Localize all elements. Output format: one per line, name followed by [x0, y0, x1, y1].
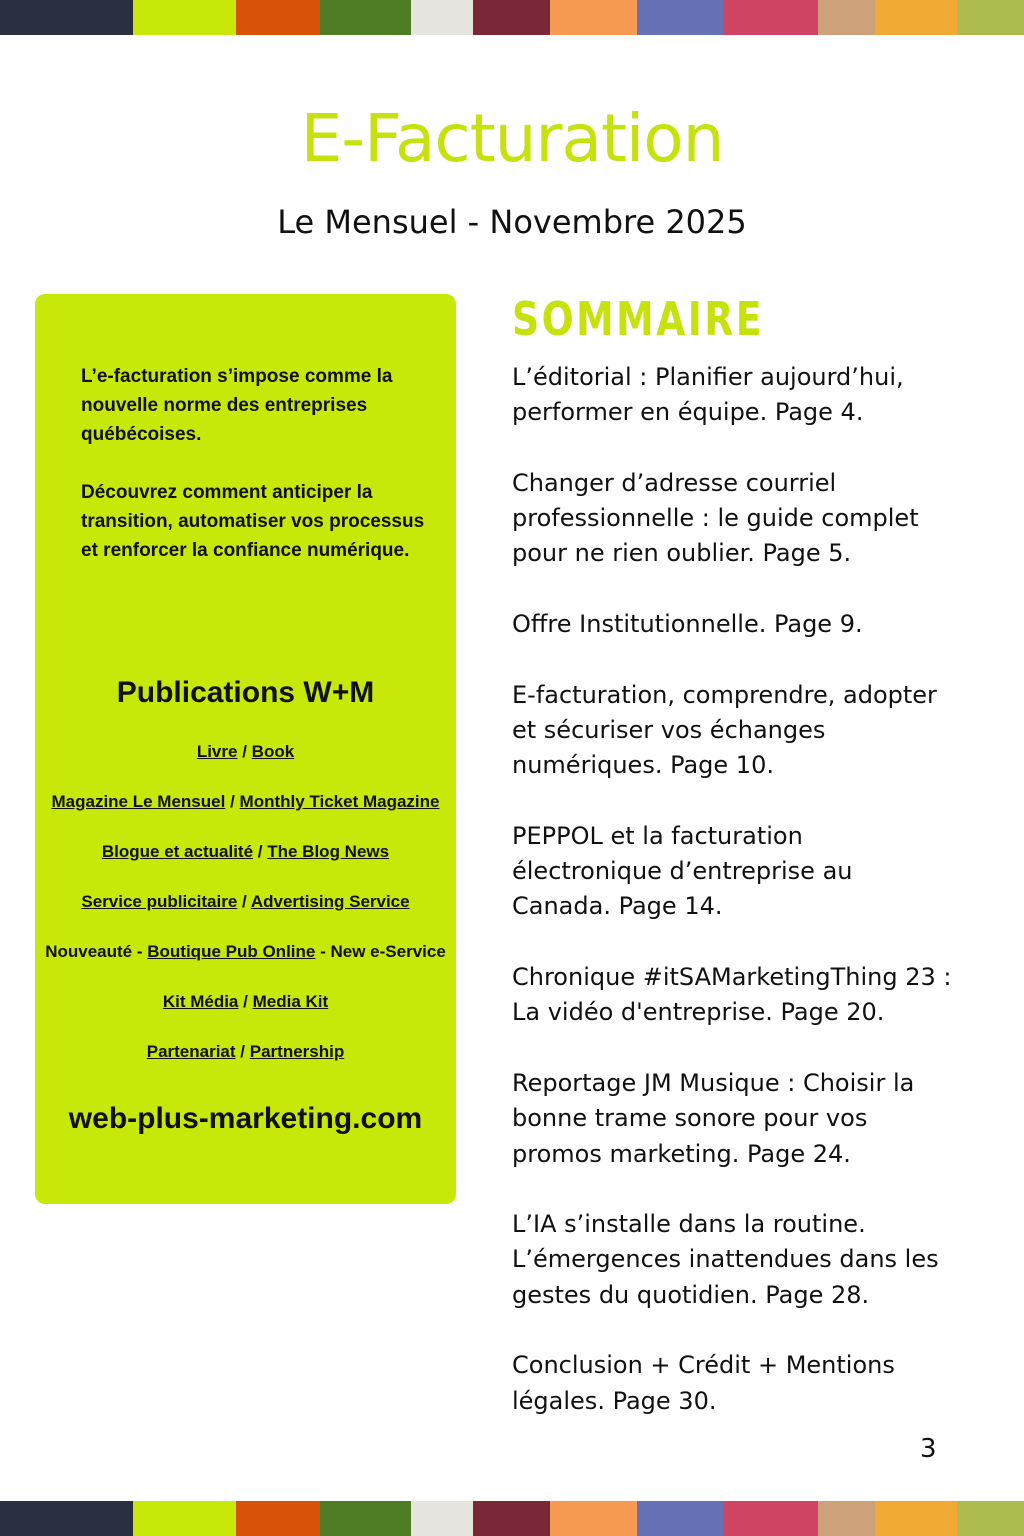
bottom-color-stripe [0, 1501, 1024, 1536]
stripe-segment [236, 0, 320, 35]
stripe-segment [320, 0, 411, 35]
stripe-segment [818, 0, 875, 35]
stripe-segment [0, 1501, 133, 1536]
stripe-segment [133, 0, 236, 35]
card-intro [81, 362, 441, 594]
link-row [35, 892, 456, 942]
table-of-contents [512, 360, 952, 1454]
link-row [35, 992, 456, 1042]
stripe-segment [0, 0, 133, 35]
link-partnership[interactable]: Partnership [249, 1042, 345, 1061]
stripe-segment [818, 1501, 875, 1536]
stripe-segment [637, 1501, 723, 1536]
stripe-segment [723, 1501, 818, 1536]
publications-links [35, 742, 456, 1092]
stripe-segment [473, 0, 550, 35]
link-row [35, 792, 456, 842]
link-livre[interactable]: Livre [196, 742, 238, 761]
link-book[interactable]: Book [251, 742, 295, 761]
stripe-segment [320, 1501, 411, 1536]
stripe-segment [637, 0, 723, 35]
top-color-stripe [0, 0, 1024, 35]
link-blog-news[interactable]: The Blog News [267, 842, 390, 861]
link-service-publicitaire[interactable]: Service publicitaire [81, 892, 238, 911]
page-title: E-Facturation [300, 100, 724, 177]
link-row [35, 1042, 456, 1092]
stripe-segment [957, 0, 1024, 35]
toc-item: Offre Institutionnelle. Page 9. [512, 610, 863, 639]
new-eservice-label: New e-Service [330, 942, 446, 961]
toc-item: L’éditorial : Planifier aujourd’hui, performer en équipe. Page 4. [512, 363, 904, 427]
stripe-segment [723, 0, 818, 35]
stripe-segment [133, 1501, 236, 1536]
separator: - [320, 942, 326, 961]
separator: / [243, 992, 248, 1011]
separator: / [242, 892, 247, 911]
separator: / [242, 742, 247, 761]
toc-item: L’IA s’installe dans la routine. L’émergences inattendues dans les gestes du quotidien. Page 28. [512, 1210, 939, 1309]
link-blogue[interactable]: Blogue et actualité [101, 842, 254, 861]
link-magazine[interactable]: Magazine Le Mensuel [51, 792, 226, 811]
toc-item: E-facturation, comprendre, adopter et sécuriser vos échanges numériques. Page 10. [512, 680, 937, 780]
page-number: 3 [920, 1434, 937, 1464]
toc-item: Conclusion + Crédit + Mentions légales. Page 30. [512, 1351, 895, 1415]
issue-subtitle: Le Mensuel - Novembre 2025 [277, 203, 747, 241]
toc-item: Chronique #itSAMarketingThing 23 : La vidéo d'entreprise. Page 20. [512, 963, 952, 1027]
link-boutique[interactable]: Boutique Pub Online [147, 942, 316, 961]
toc-item: Reportage JM Musique : Choisir la bonne trame sonore pour vos promos marketing. Page 24. [512, 1068, 915, 1168]
publications-card [35, 294, 456, 1204]
link-kit-media[interactable]: Kit Média [162, 992, 239, 1011]
publications-title: Publications W+M [116, 676, 375, 709]
separator: / [240, 1042, 246, 1061]
separator: / [230, 792, 235, 811]
link-advertising-service[interactable]: Advertising Service [250, 892, 410, 911]
stripe-segment [550, 0, 637, 35]
intro-paragraph: Découvrez comment anticiper la transition, automatiser vos processus et renforcer la confiance numérique. [81, 482, 425, 561]
intro-paragraph: L’e-facturation s’impose comme la nouvelle norme des entreprises québécoises. [81, 366, 393, 445]
sommaire-heading: SOMMAIRE [512, 292, 765, 346]
nouveaute-label: Nouveauté [45, 942, 133, 961]
link-row [35, 942, 456, 992]
separator: - [136, 942, 143, 961]
stripe-segment [411, 0, 473, 35]
link-monthly-magazine[interactable]: Monthly Ticket Magazine [239, 792, 440, 811]
stripe-segment [957, 1501, 1024, 1536]
stripe-segment [411, 1501, 473, 1536]
toc-item: PEPPOL et la facturation électronique d’entreprise au Canada. Page 14. [512, 821, 853, 921]
stripe-segment [875, 0, 957, 35]
stripe-segment [875, 1501, 957, 1536]
link-media-kit[interactable]: Media Kit [252, 992, 329, 1011]
stripe-segment [473, 1501, 550, 1536]
website-url: web-plus-marketing.com [68, 1102, 423, 1135]
stripe-segment [236, 1501, 320, 1536]
separator: / [257, 842, 263, 861]
stripe-segment [550, 1501, 637, 1536]
toc-item: Changer d’adresse courriel professionnelle : le guide complet pour ne rien oublier. Page 5. [512, 468, 919, 568]
link-row [35, 842, 456, 892]
link-row [35, 742, 456, 792]
link-partenariat[interactable]: Partenariat [146, 1042, 236, 1061]
